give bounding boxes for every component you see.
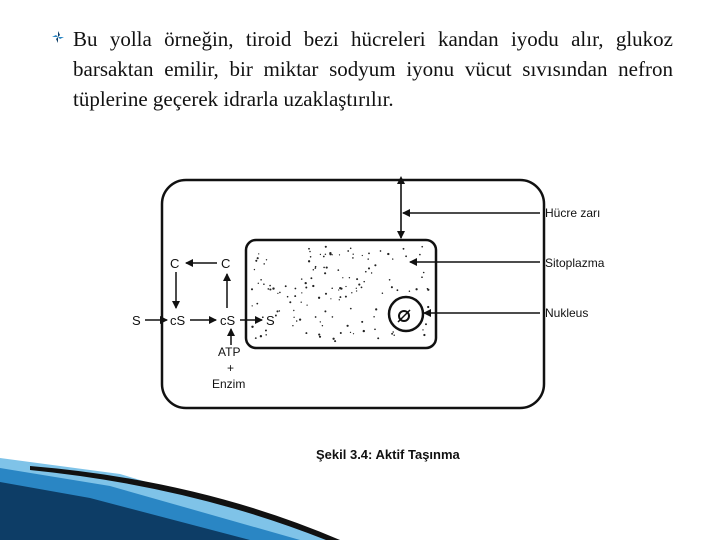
membrane-label: Hücre zarı bbox=[545, 206, 601, 220]
carrier-substrate-right: cS bbox=[220, 313, 236, 328]
nucleus-label: Nukleus bbox=[545, 306, 589, 320]
substrate-outside: S bbox=[132, 313, 141, 328]
enzyme-label: Enzim bbox=[212, 377, 246, 391]
cytoplasm-label: Sitoplazma bbox=[545, 256, 605, 270]
substrate-inside: S bbox=[266, 313, 275, 328]
carrier-substrate-left: cS bbox=[170, 313, 186, 328]
carrier-left: C bbox=[170, 256, 180, 271]
atp-label: ATP bbox=[218, 345, 241, 359]
body-paragraph: Bu yolla örneğin, tiroid bezi hücreleri kandan iyodu alır, glukoz barsaktan emilir, bir miktar sodyum iyonu vücut sıvısından nefron tüplerine geçerek idrarla uzaklaştırılır. bbox=[73, 27, 673, 111]
plus-label: + bbox=[227, 361, 235, 375]
figure-caption: Şekil 3.4: Aktif Taşınma bbox=[316, 447, 460, 462]
carrier-right: C bbox=[221, 256, 231, 271]
